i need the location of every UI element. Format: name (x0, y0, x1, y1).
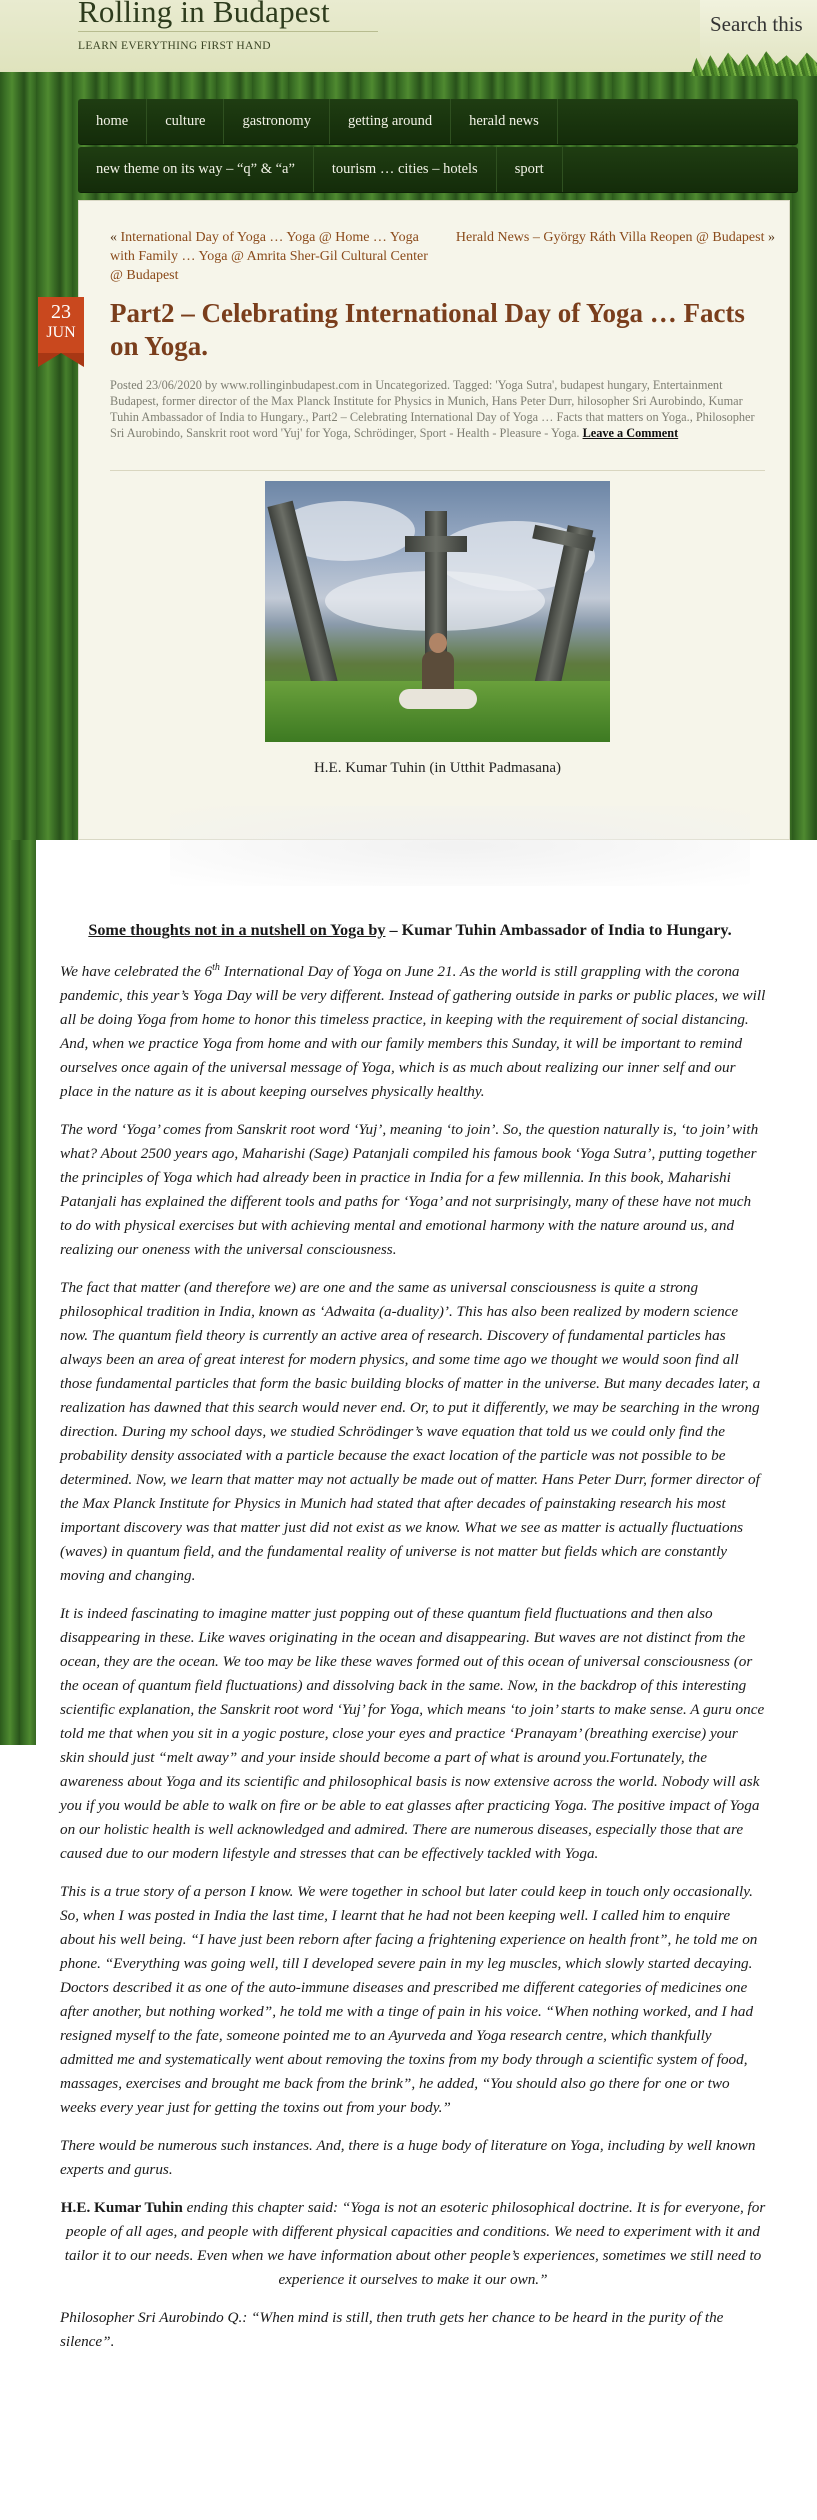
post-photo (265, 481, 610, 742)
article-heading-rest: – Kumar Tuhin Ambassador of India to Hungary. (385, 921, 732, 939)
date-day: 23 (51, 301, 71, 323)
nav-item-new-theme[interactable]: new theme on its way – “q” & “a” (78, 147, 314, 192)
site-description: LEARN EVERYTHING FIRST HAND (78, 40, 271, 52)
site-header (0, 0, 817, 72)
p1-part-b: International Day of Yoga on June 21. As the world is still grappling with the corona pandemic, this year’s Yoga Day will be very different. Instead of gathering outside in parks or public places, we will all be doing Yoga from home to honor this timeless practice, in keeping with the requirement of social distancing. And, when we practice Yoga from home and with our family members this Sunday, it will be important to remind ourselves once again of the universal message of Yoga, which is as much about realizing our inner self and our place in the nature as it is about keeping ourselves physically healthy. (60, 963, 766, 1101)
article-quote (60, 2196, 766, 2292)
site-title[interactable]: Rolling in Budapest (78, 0, 330, 29)
leave-comment-link[interactable]: Leave a Comment (582, 426, 679, 440)
date-badge-ribbon (38, 353, 84, 367)
article-paragraph-5: This is a true story of a person I know. We were together in school but later could keep in touch only occasionally. So, when I was posted in India the last time, I learnt that he had not been keeping well. I called him to enquire about his well being. “I have just been reborn after facing a frightening experience on health front”, he told me on phone. “Everything was going well, till I developed severe pain in my leg muscles, which slowly started decaying. Doctors described it as one of the auto-immune diseases and prescribed me different categories of medicines one after another, but nothing worked”, he told me with a tinge of pain in his voice. “When nothing worked, and I had resigned myself to the fate, someone pointed me to an Ayurveda and Yoga research centre, which thankfully admitted me and systematically went about removing the toxins from my body through a scientific system of food, massages, exercises and brought me back from the brink”, he added, “You should also go there for one or two weeks every year just for getting the toxins out from your body.” (60, 1883, 758, 2117)
p1-part-a: We have celebrated the 6 (60, 963, 213, 981)
title-divider (78, 31, 378, 32)
post-title[interactable]: Part2 – Celebrating International Day of Yoga … Facts on Yoga. (110, 298, 745, 361)
article-paragraph-4: It is indeed fascinating to imagine matter just popping out of these quantum field fluctuations and then also disappearing in these. Like waves originating in the ocean and disappearing. But waves are not distinct from the ocean, they are the ocean. We too may be like these waves formed out of this ocean of universal consciousness (or the ocean of quantum field fluctuations) and dissolving back in the same. Now, in the backdrop of this interesting scientific explanation, the Sanskrit root word ‘Yuj’ for Yoga, which means ‘to join’ starts to make sense. A guru once told me that when you sit in a yogic posture, close your eyes and practice ‘Pranayam’ (breathing exercise) your skin should just “melt away” and your inside should become a part of what is around you.Fortunately, the awareness about Yoga and its scientific and philosophical basis is now extensive across the world. Nobody will ask you if you would be able to walk on fire or be able to eat glasses after practicing Yoga. The positive impact of Yoga on our holistic health is well acknowledged and admired. There are numerous diseases, especially those that are caused due to our modern lifestyle and stresses that can be effectively tackled with Yoga. (60, 1605, 765, 1863)
quote-author: H.E. Kumar Tuhin (60, 2199, 183, 2217)
article-paragraph-1 (60, 956, 766, 1104)
search-box[interactable] (700, 0, 817, 60)
article-body (60, 918, 766, 2354)
article-closing-quote: Philosopher Sri Aurobindo Q.: “When mind is still, then truth gets her chance to be heard in the purity of the silence”. (60, 2309, 724, 2351)
search-input[interactable]: Search this (710, 12, 803, 36)
article-heading (70, 918, 750, 942)
post-meta (110, 377, 765, 441)
photo-caption: H.E. Kumar Tuhin (in Utthit Padmasana) (313, 760, 562, 776)
nav-item-tourism[interactable]: tourism … cities – hotels (314, 147, 497, 192)
nav-item-culture[interactable]: culture (147, 99, 224, 144)
nav-item-sport[interactable]: sport (497, 147, 563, 192)
article-paragraph-6: There would be numerous such instances. And, there is a huge body of literature on Yoga, including by well known experts and gurus. (60, 2137, 756, 2179)
article-paragraph-2: The word ‘Yoga’ comes from Sanskrit root word ‘Yuj’, meaning ‘to join’. So, the question naturally is, ‘to join’ with what? About 2500 years ago, Maharishi (Sage) Patanjali compiled his famous book ‘Yoga Sutra’, putting together the principles of Yoga which had already been in practice in India for a few millennia. In this book, Maharishi Patanjali has explained the different tools and paths for ‘Yoga’ and not surprisingly, many of these have not much to do with physical exercises but with achieving mental and emotional harmony with the nature around us, and realizing our oneness with the universal consciousness. (60, 1121, 759, 1259)
previous-post (110, 228, 440, 285)
nav-item-getting-around[interactable]: getting around (330, 99, 451, 144)
previous-post-link[interactable]: International Day of Yoga … Yoga @ Home … Yoga with Family … Yoga @ Amrita Sher-Gil Cultural Center @ Budapest (110, 230, 428, 283)
left-green-strip (0, 840, 36, 1745)
prev-arrow: « (110, 230, 117, 245)
secondary-nav (78, 147, 798, 193)
date-badge (38, 297, 84, 353)
next-arrow: » (768, 230, 775, 245)
next-post-link[interactable]: Herald News – György Ráth Villa Reopen @ Budapest (455, 230, 765, 245)
quote-text: ending this chapter said: “Yoga is not an esoteric philosophical doctrine. It is for everyone, for people of all ages, and people with different physical capacities and conditions. We need to experiment with it and tailor it to our needs. Even when we have information about other people’s experiences, sometimes we still need to experience it ourselves to make it our own.” (64, 2199, 766, 2289)
post-meta-text: Posted 23/06/2020 by www.rollinginbudapest.com in Uncategorized. Tagged: 'Yoga Sutra', budapest hungary, Entertainment Budapest, former director of the Max Planck Institute for Physics in Munich, Hans Peter Durr, hilosopher Sri Aurobindo, Kumar Tuhin Ambassador of India to Hungary., Part2 – Celebrating International Day of Yoga … Facts that matters on Yoga., Philosopher Sri Aurobindo, Sanskrit root word 'Yuj' for Yoga, Schrödinger, Sport - Health - Pleasure - Yoga. (110, 378, 755, 440)
nav-item-gastronomy[interactable]: gastronomy (224, 99, 329, 144)
faint-image-artifact (170, 806, 750, 886)
article-heading-underlined: Some thoughts not in a nutshell on Yoga by (88, 921, 386, 939)
p1-superscript: th (212, 962, 220, 973)
article-paragraph-3: The fact that matter (and therefore we) are one and the same as universal consciousness is quite a strong philosophical tradition in India, known as ‘Adwaita (a-duality)’. This has also been realized by modern science now. The quantum field theory is currently an active area of research. Discovery of fundamental particles has always been an area of great interest for modern physics, and some time ago we thought we would soon find all those fundamental particles that form the basic building blocks of matter in the universe. But many decades later, a realization has dawned that this search would never end. Or, to put it differently, we may be searching in the wrong direction. During my school days, we studied Schrödinger’s wave equation that told us we could only find the probability density associated with a particle because the exact location of the particle was not possible to be determined. Now, we learn that matter may not actually be made out of matter. Hans Peter Durr, former director of the Max Planck Institute for Physics in Munich had stated that after decades of painstaking research his most important discovery was that matter just did not exist as we know. What we see as matter is actually fluctuations (waves) in quantum field, and the fundamental reality of universe is not matter but fields which are constantly moving and changing. (60, 1279, 761, 1585)
meta-divider (110, 470, 765, 471)
date-month: JUN (46, 324, 76, 341)
next-post (455, 228, 775, 247)
nav-item-herald-news[interactable]: herald news (451, 99, 558, 144)
nav-item-home[interactable]: home (78, 99, 147, 144)
main-nav (78, 99, 798, 145)
